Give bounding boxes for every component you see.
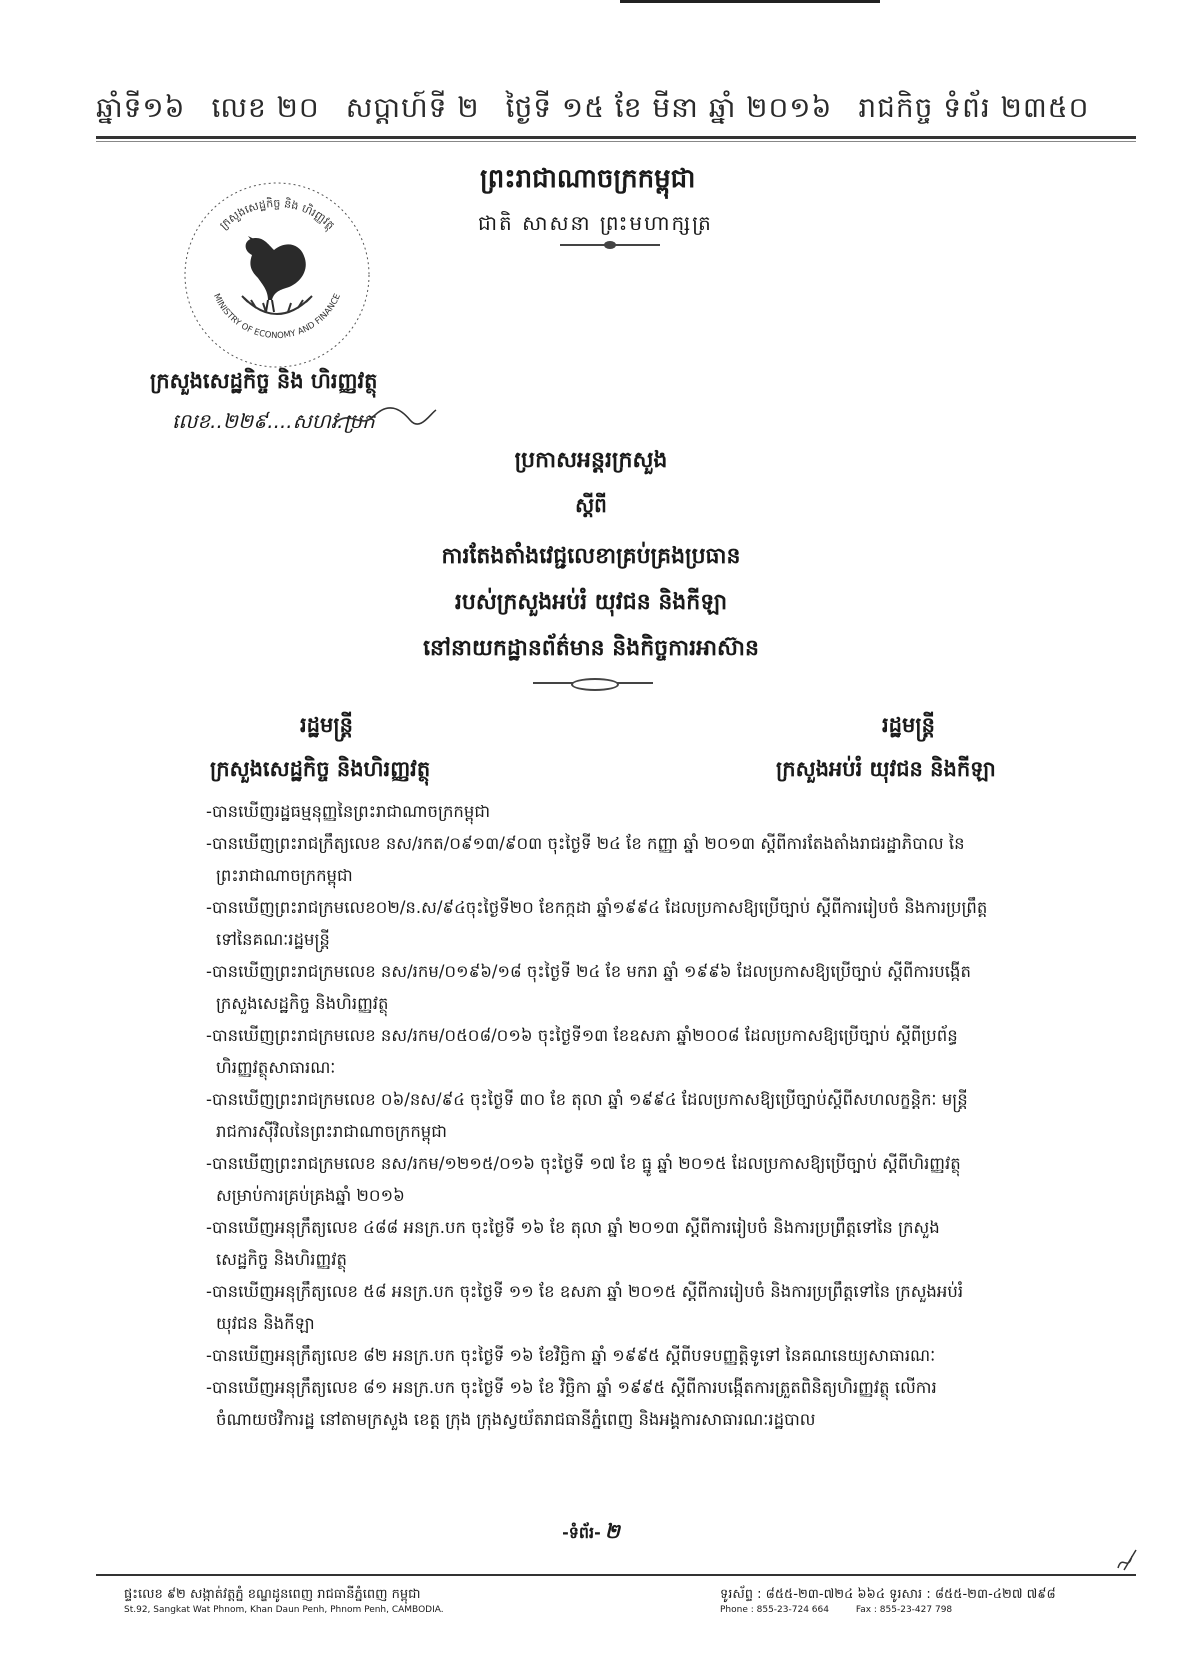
seal-text-bottom: MINISTRY OF ECONOMY AND FINANCE bbox=[210, 292, 343, 342]
footer-contact-en bbox=[720, 1605, 976, 1615]
title-line-4: របស់ក្រសួងអប់រំ យុវជន និងកីឡា bbox=[454, 590, 728, 615]
minister-right-title: រដ្ឋមន្ត្រី bbox=[882, 713, 935, 737]
header-date: ថ្ងៃទី ១៥ ខែ មីនា ឆ្នាំ ២០១៦ bbox=[505, 91, 833, 124]
footer-phone: Phone : 855-23-724 664 bbox=[720, 1605, 829, 1615]
clause-item: -បានឃើញព្រះរាជក្រមលេខ០២/ន.ស/៩៤ចុះថ្ងៃទី២០ ខែកក្កដា ឆ្នាំ១៩៩៤ ដែលប្រកាសឱ្យប្រើច្បាប់ ស្តីពីការរៀបចំ និងការប្រព្រឹត្ត ទៅនៃគណៈរដ្ឋមន្ត្រី bbox=[206, 898, 988, 949]
initials-mark bbox=[1114, 1546, 1140, 1576]
reference-number: លេខ..២២៩....សហវ.ប្រក bbox=[172, 409, 375, 433]
clause-item: -បានឃើញអនុក្រឹត្យលេខ ៥៨ អនក្រ.បក ចុះថ្ងៃទី ១១ ខែ ឧសភា ឆ្នាំ ២០១៥ ស្តីពីការរៀបចំ និងការប្រព្រឹត្តទៅនៃ ក្រសួងអប់រំ យុវជន និងកីឡា bbox=[206, 1282, 964, 1333]
clause-item: -បានឃើញព្រះរាជក្រមលេខ ០៦/នស/៩៤ ចុះថ្ងៃទី ៣០ ខែ តុលា ឆ្នាំ ១៩៩៤ ដែលប្រកាសឱ្យប្រើច្បាប់ស្តីពីសហលក្ខន្តិកៈ មន្ត្រី រាជការស៊ីវិលនៃព្រះរាជាណាចក្រកម្ពុជា bbox=[206, 1090, 968, 1141]
minister-left-ministry: ក្រសួងសេដ្ឋកិច្ច និងហិរញ្ញវត្ថុ bbox=[210, 757, 431, 781]
clause-item: -បានឃើញរដ្ឋធម្មនុញ្ញនៃព្រះរាជាណាចក្រកម្ពុជា bbox=[206, 802, 491, 821]
kingdom-name: ព្រះរាជាណាចក្រកម្ពុជា bbox=[480, 164, 696, 194]
issuing-ministry: ក្រសួងសេដ្ឋកិច្ច និង ហិរញ្ញវត្ថុ bbox=[150, 369, 378, 393]
clause-item: -បានឃើញព្រះរាជក្រមលេខ នស/រកម/០១៩៦/១៨ ចុះថ្ងៃទី ២៤ ខែ មករា ឆ្នាំ ១៩៩៦ ដែលប្រកាសឱ្យប្រើច្បាប់ ស្តីពីការបង្កើត ក្រសួងសេដ្ឋកិច្ច និងហិរញ្ញវត្ថុ bbox=[206, 962, 971, 1013]
header-rule bbox=[96, 136, 1136, 139]
national-motto: ជាតិ សាសនា ព្រះមហាក្សត្រ bbox=[478, 211, 713, 235]
handwritten-signature bbox=[330, 404, 440, 432]
footer-contact-kh: ទូរស័ព្ទ : ៨៥៥-២៣-៧២៤ ៦៦៤ ទូរសារ : ៨៥៥-២៣-៤២៧ ៧៩៨ bbox=[720, 1587, 1056, 1602]
footer-address-kh: ផ្ទះលេខ ៩២ សង្កាត់វត្តភ្នំ ខណ្ឌដូនពេញ រាជធានីភ្នំពេញ កម្ពុជា bbox=[124, 1587, 421, 1602]
page-number-handwritten: ២ bbox=[604, 1519, 620, 1543]
clause-item: -បានឃើញព្រះរាជក្រឹត្យលេខ នស/រកត/០៩១៣/៩០៣ ចុះថ្ងៃទី ២៤ ខែ កញ្ញា ឆ្នាំ ២០១៣ ស្តីពីការតែងតាំងរាជរដ្ឋាភិបាល នៃ ព្រះរាជាណាចក្រកម្ពុជា bbox=[206, 834, 965, 885]
header-rule-thin bbox=[96, 141, 1136, 142]
title-line-1: ប្រកាសអន្តរក្រសួង bbox=[514, 448, 668, 473]
minister-left-title: រដ្ឋមន្ត្រី bbox=[300, 713, 353, 737]
header-issue: លេខ ២០ bbox=[211, 91, 320, 124]
title-ornament bbox=[533, 682, 653, 684]
scan-edge-mark bbox=[620, 0, 880, 3]
page-number-label: -ទំព័រ- bbox=[562, 1523, 601, 1542]
bird-emblem-icon bbox=[242, 236, 312, 314]
header-year: ឆ្នាំទី១៦ bbox=[96, 91, 186, 124]
title-line-5: នៅនាយកដ្ឋានព័ត៌មាន និងកិច្ចការអាស៊ាន bbox=[423, 636, 759, 661]
minister-right-ministry: ក្រសួងអប់រំ យុវជន និងកីឡា bbox=[776, 757, 996, 781]
ministry-seal bbox=[182, 180, 372, 370]
clause-item: -បានឃើញអនុក្រឹត្យលេខ ៤៨៨ អនក្រ.បក ចុះថ្ងៃទី ១៦ ខែ តុលា ឆ្នាំ ២០១៣ ស្តីពីការរៀបចំ និងការប្រព្រឹត្តទៅនៃ ក្រសួង សេដ្ឋកិច្ច និងហិរញ្ញវត្ថុ bbox=[206, 1218, 940, 1269]
clause-item: -បានឃើញព្រះរាជក្រមលេខ នស/រកម/០៥០៨/០១៦ ចុះថ្ងៃទី១៣ ខែឧសភា ឆ្នាំ២០០៨ ដែលប្រកាសឱ្យប្រើច្បាប់ ស្តីពីប្រព័ន្ធ ហិរញ្ញវត្ថុសាធារណៈ bbox=[206, 1026, 958, 1077]
title-line-2: ស្តីពី bbox=[575, 493, 607, 517]
gazette-header bbox=[96, 90, 1136, 131]
clause-item: -បានឃើញអនុក្រឹត្យលេខ ៨១ អនក្រ.បក ចុះថ្ងៃទី ១៦ ខែ វិច្ឆិកា ឆ្នាំ ១៩៩៥ ស្តីពីការបង្កើតការត្រួតពិនិត្យហិរញ្ញវត្ថុ លើការ ចំណាយថវិការដ្ឋ នៅតាមក្រសួង ខេត្ត ក្រុង ក្រុងស្វយ័តរាជធានីភ្នំពេញ និងអង្គការសាធារណៈរដ្ឋបាល bbox=[206, 1378, 937, 1429]
title-line-3: ការតែងតាំងវេជ្ជលេខាគ្រប់គ្រងប្រធាន bbox=[441, 544, 741, 569]
page-number bbox=[0, 1518, 1182, 1548]
header-week: សប្តាហ៍ទី ២ bbox=[345, 91, 480, 124]
footer-fax: Fax : 855-23-427 798 bbox=[855, 1605, 953, 1615]
clause-item: -បានឃើញអនុក្រឹត្យលេខ ៨២ អនក្រ.បក ចុះថ្ងៃទី ១៦ ខែវិច្ឆិកា ឆ្នាំ ១៩៩៥ ស្តីពីបទបញ្ញត្តិទូទៅ នៃគណនេយ្យសាធារណៈ bbox=[206, 1346, 936, 1365]
motto-ornament bbox=[560, 244, 660, 246]
seal-text-top: ក្រសួងសេដ្ឋកិច្ច និង ហិរញ្ញវត្ថុ bbox=[217, 196, 338, 232]
footer-address-en: St.92, Sangkat Wat Phnom, Khan Daun Penh, Phnom Penh, CAMBODIA. bbox=[124, 1605, 444, 1615]
preamble-clauses bbox=[206, 796, 1086, 1436]
footer-rule bbox=[96, 1574, 1136, 1576]
clause-item: -បានឃើញព្រះរាជក្រមលេខ នស/រកម/១២១៥/០១៦ ចុះថ្ងៃទី ១៧ ខែ ធ្នូ ឆ្នាំ ២០១៥ ដែលប្រកាសឱ្យប្រើច្បាប់ ស្តីពីហិរញ្ញវត្ថុ សម្រាប់ការគ្រប់គ្រងឆ្នាំ ២០១៦ bbox=[206, 1154, 961, 1205]
header-page: រាជកិច្ច ទំព័រ ២៣៥០ bbox=[858, 91, 1090, 124]
